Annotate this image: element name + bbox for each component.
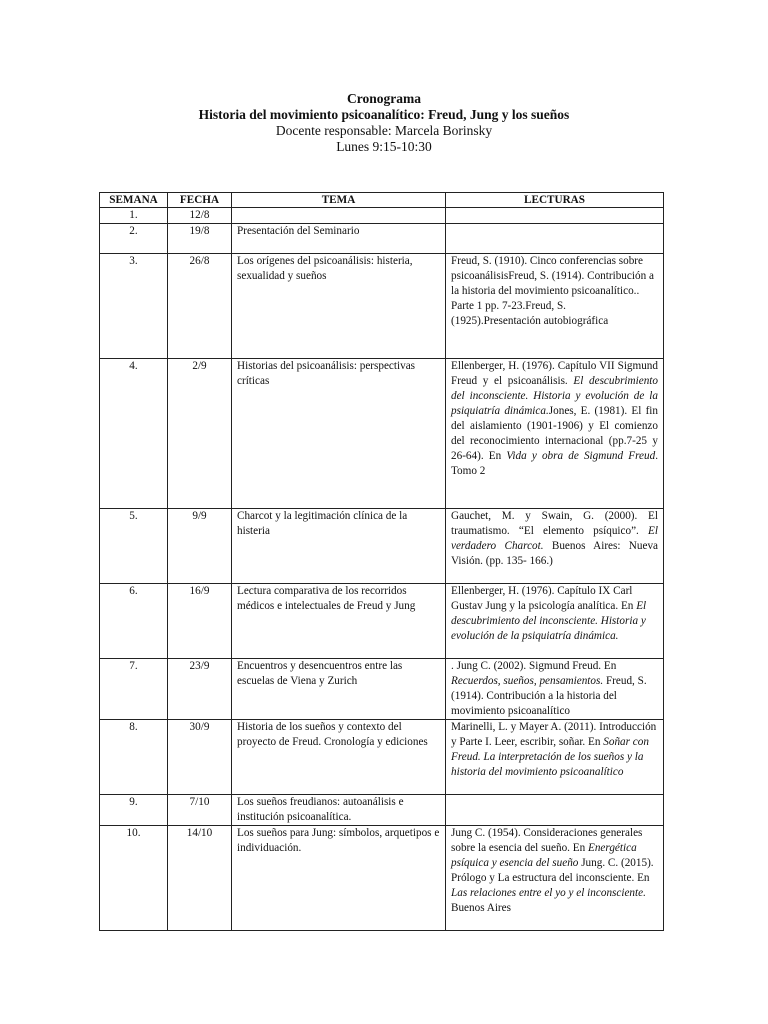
cell-lecturas: [446, 224, 664, 254]
cell-lecturas: [446, 659, 664, 720]
cell-semana: 6.: [100, 584, 168, 659]
cell-semana: 9.: [100, 795, 168, 826]
reading-title: Recuerdos, sueños, pensamientos.: [451, 675, 604, 687]
header-tema: TEMA: [232, 193, 446, 208]
cell-semana: 4.: [100, 359, 168, 509]
cell-fecha: 2/9: [168, 359, 232, 509]
schedule-line: Lunes 9:15-10:30: [336, 139, 432, 154]
cell-tema: Los sueños para Jung: símbolos, arquetipos e individuación.: [232, 826, 446, 931]
table-row: [100, 208, 664, 224]
cell-tema: [232, 208, 446, 224]
cell-fecha: 26/8: [168, 254, 232, 359]
header-lecturas: LECTURAS: [446, 193, 664, 208]
cell-fecha: 7/10: [168, 795, 232, 826]
cell-semana: 5.: [100, 509, 168, 584]
reading-title: Vida y obra de Sigmund Freud: [506, 450, 656, 462]
doc-title: Cronograma: [347, 91, 421, 106]
reading-text: Buenos Aires: [451, 902, 511, 914]
cell-tema: Presentación del Seminario: [232, 224, 446, 254]
cell-semana: 8.: [100, 720, 168, 795]
reading-text: Freud, S. (1925).Presentación autobiográfica: [451, 300, 609, 327]
reading-text: Freud, S. (1910). Cinco conferencias sobre psicoanálisis: [451, 255, 644, 282]
table-row: [100, 224, 664, 254]
cell-tema: Historias del psicoanálisis: perspectivas críticas: [232, 359, 446, 509]
cell-fecha: 12/8: [168, 208, 232, 224]
cell-fecha: 19/8: [168, 224, 232, 254]
cell-tema: Encuentros y desencuentros entre las escuelas de Viena y Zurich: [232, 659, 446, 720]
header-semana: SEMANA: [100, 193, 168, 208]
schedule-table: [99, 192, 664, 931]
cell-lecturas: [446, 720, 664, 795]
table-row: [100, 826, 664, 931]
table-row: [100, 584, 664, 659]
document-header: [0, 91, 768, 155]
cell-lecturas: [446, 359, 664, 509]
cell-tema: Los orígenes del psicoanálisis: histeria, sexualidad y sueños: [232, 254, 446, 359]
header-fecha: FECHA: [168, 193, 232, 208]
reading-text: Ellenberger, H. (1976). Capítulo VII Sigmund Freud y el psicoanálisis.: [451, 360, 658, 387]
reading-title: Las relaciones entre el yo y el inconsciente.: [451, 887, 646, 899]
table-row: [100, 254, 664, 359]
cell-fecha: 23/9: [168, 659, 232, 720]
reading-text: Ellenberger, H. (1976). Capítulo IX Carl Gustav Jung y la psicología analítica. En: [451, 585, 637, 612]
cell-lecturas: [446, 208, 664, 224]
reading-text: Freud, S. (1914). Contribución a la historia del movimiento psicoanalítico: [451, 675, 647, 717]
cell-tema: Charcot y la legitimación clínica de la histeria: [232, 509, 446, 584]
cell-tema: Los sueños freudianos: autoanálisis e institución psicoanalítica.: [232, 795, 446, 826]
table-row: [100, 720, 664, 795]
cell-fecha: 16/9: [168, 584, 232, 659]
reading-text: Buenos Aires: Nueva Visión. (pp. 135- 166.): [451, 540, 658, 567]
reading-text: Jung C. (1954). Consideraciones generales sobre la esencia del sueño. En: [451, 827, 643, 854]
reading-title: Soñar con Freud. La interpretación de los sueños y la historia del movimiento psicoanalítico: [451, 736, 649, 778]
table-row: [100, 795, 664, 826]
reading-title: Energética psíquica y esencia del sueño: [451, 842, 637, 869]
cell-fecha: 30/9: [168, 720, 232, 795]
reading-text: Marinelli, L. y Mayer A. (2011). Introducción y Parte I. Leer, escribir, soñar. En: [451, 721, 657, 748]
cell-semana: 1.: [100, 208, 168, 224]
reading-title: El descubrimiento del inconsciente. Historia y evolución de la psiquiatría dinámica.: [451, 375, 658, 417]
table-row: [100, 509, 664, 584]
table-header-row: [100, 193, 664, 208]
reading-text: Jones, E. (1981). El fin del aislamiento (1901-1906) y El comienzo del reconocimiento internacional (pp.7-25 y 26-64). En: [451, 405, 658, 462]
teacher-line: Docente responsable: Marcela Borinsky: [275, 123, 493, 138]
cell-semana: 10.: [100, 826, 168, 931]
cell-lecturas: [446, 826, 664, 931]
table-row: [100, 359, 664, 509]
reading-title: El verdadero Charcot.: [451, 525, 658, 552]
reading-text: Jung. C. (2015). Prólogo y La estructura del inconsciente. En: [451, 857, 654, 884]
cell-lecturas: [446, 509, 664, 584]
cell-semana: 3.: [100, 254, 168, 359]
cell-tema: Historia de los sueños y contexto del proyecto de Freud. Cronología y ediciones: [232, 720, 446, 795]
reading-text: Freud, S. (1914). Contribución a la historia del movimiento psicoanalítico.. Parte 1 pp. 7-23.: [451, 270, 654, 312]
cell-semana: 7.: [100, 659, 168, 720]
doc-subtitle: Historia del movimiento psicoanalítico: Freud, Jung y los sueños: [198, 107, 570, 122]
cell-lecturas: [446, 795, 664, 826]
cell-lecturas: [446, 584, 664, 659]
reading-text: Gauchet, M. y Swain, G. (2000). El traumatismo. “El elemento psíquico”.: [451, 510, 658, 537]
reading-text: . Tomo 2: [451, 450, 658, 477]
cell-semana: 2.: [100, 224, 168, 254]
cell-lecturas: [446, 254, 664, 359]
cell-fecha: 14/10: [168, 826, 232, 931]
reading-text: . Jung C. (2002). Sigmund Freud. En: [451, 660, 617, 672]
cell-fecha: 9/9: [168, 509, 232, 584]
table-row: [100, 659, 664, 720]
cell-tema: Lectura comparativa de los recorridos médicos e intelectuales de Freud y Jung: [232, 584, 446, 659]
reading-title: El descubrimiento del inconsciente. Historia y evolución de la psiquiatría dinámica.: [451, 600, 647, 642]
